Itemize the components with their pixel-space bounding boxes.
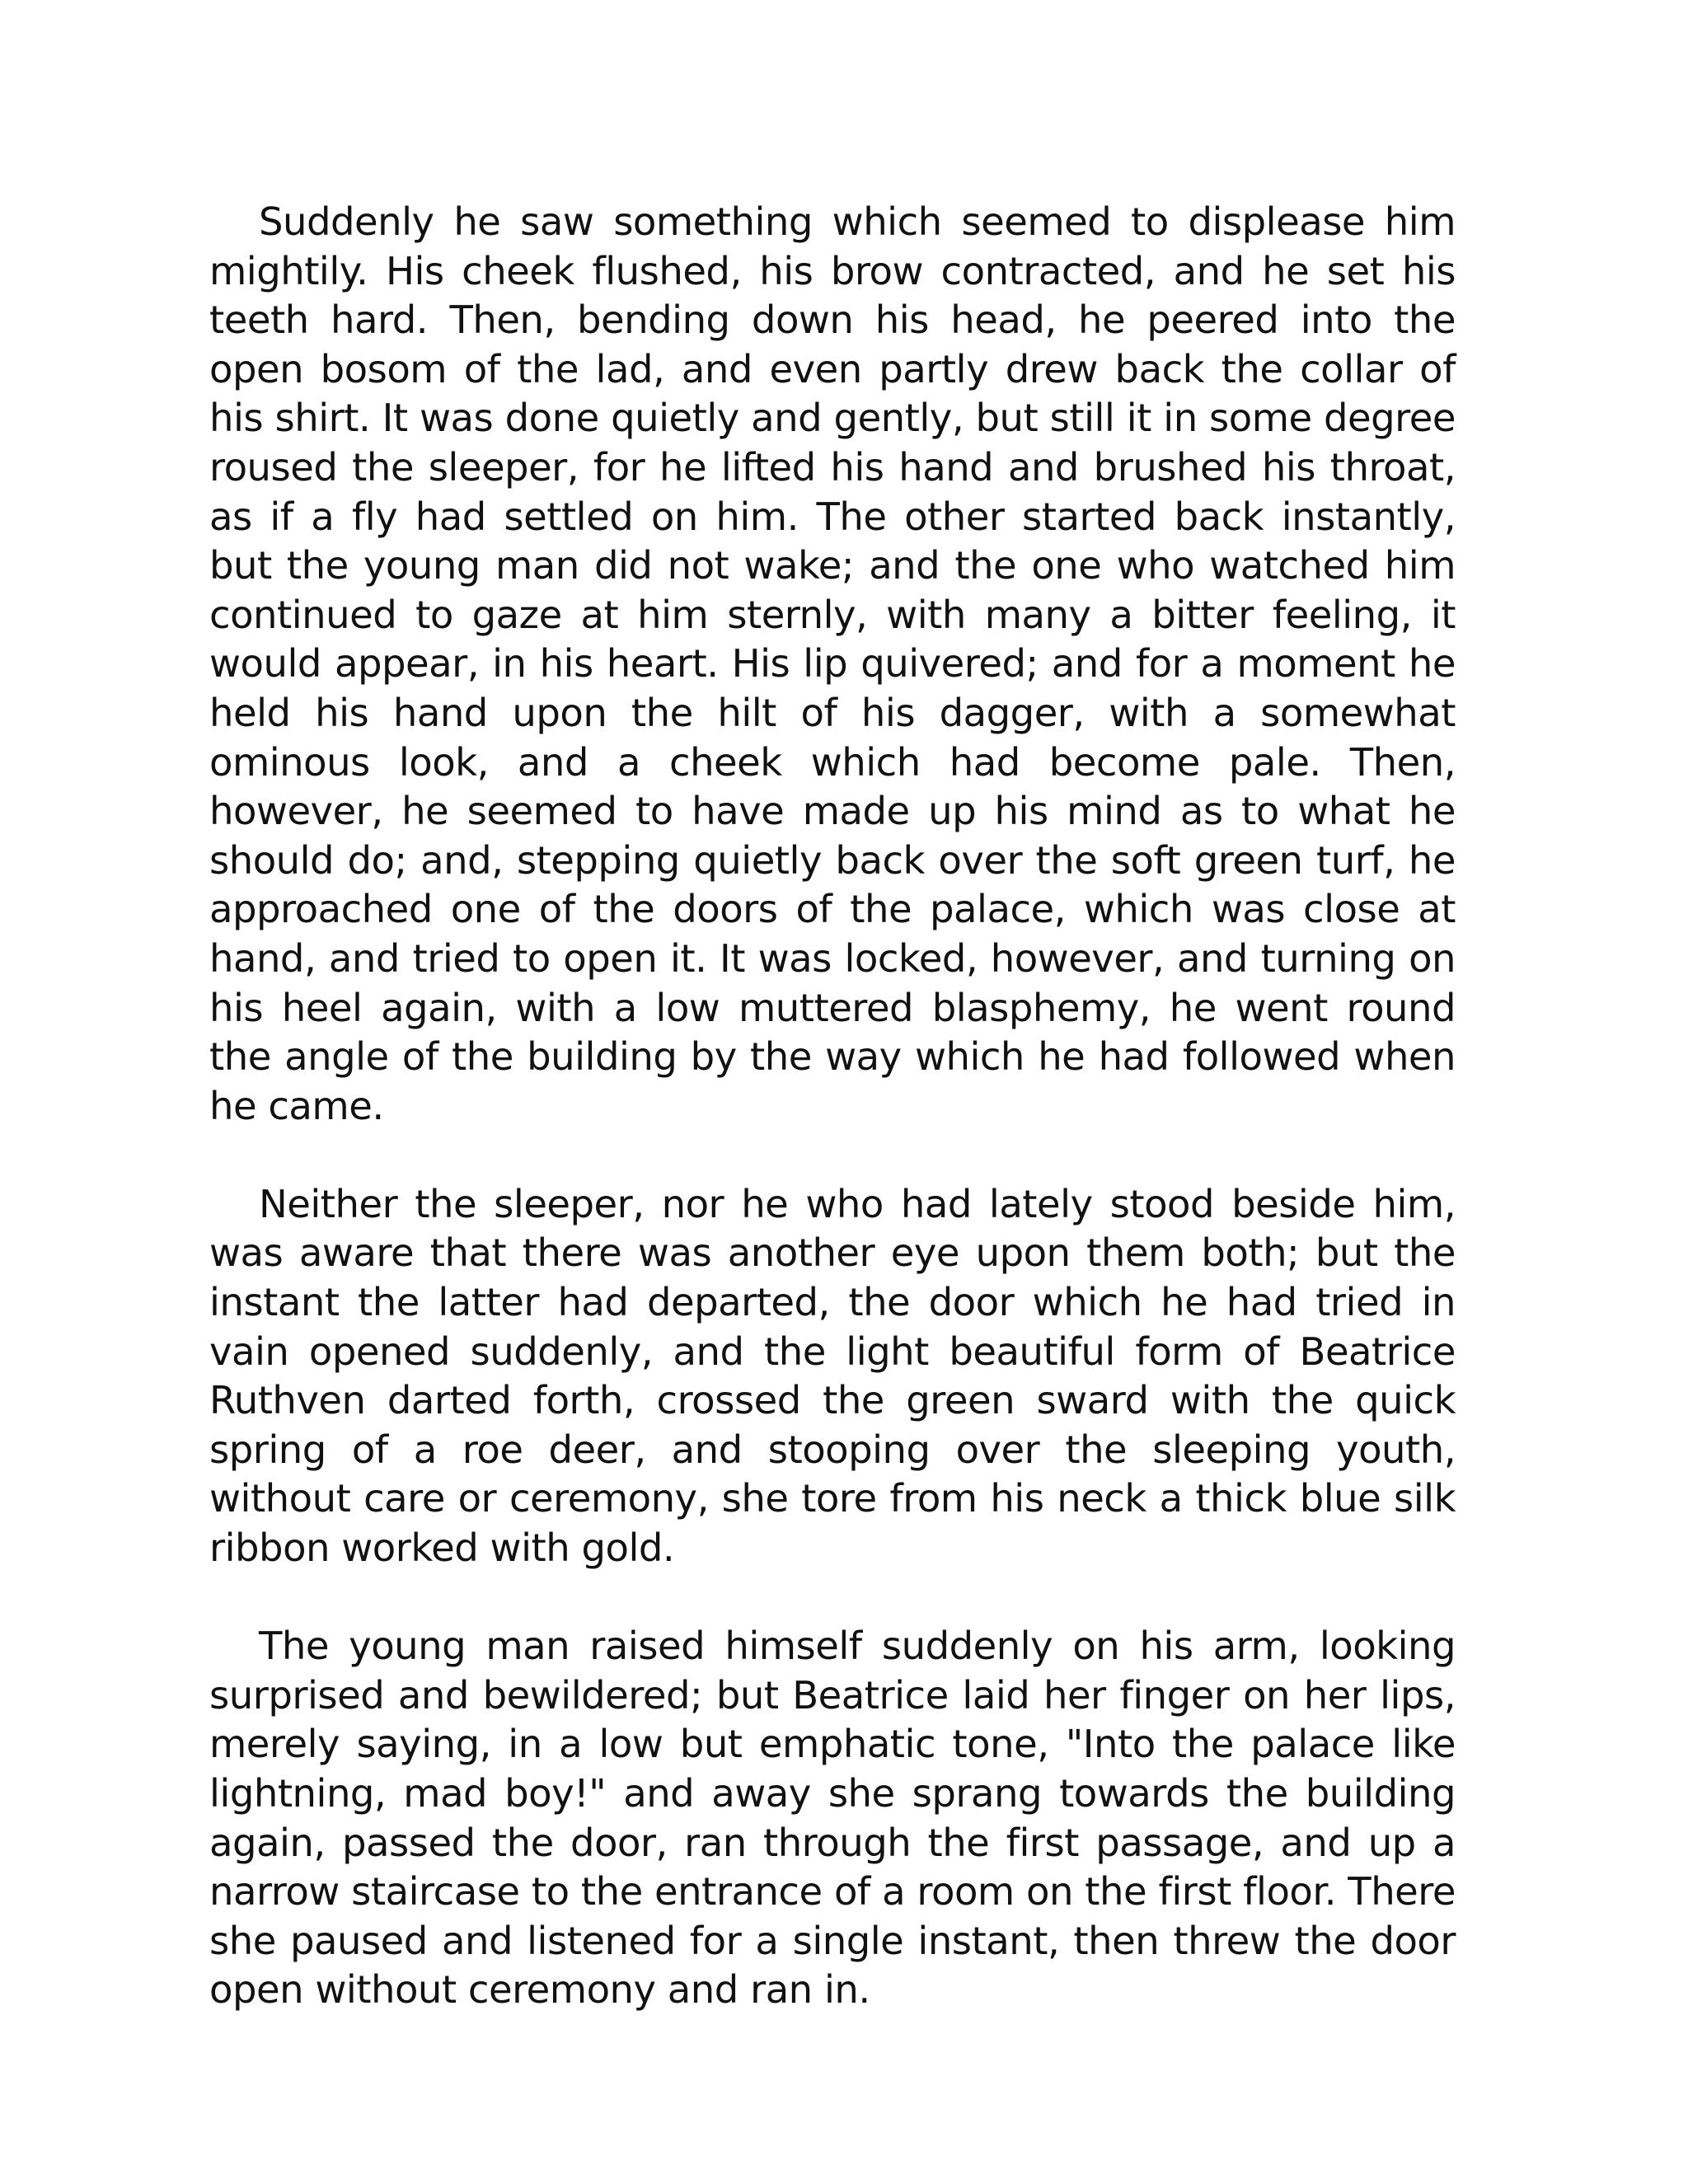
paragraph-3: The young man raised himself suddenly on his arm, looking surprised and bewildered; but Beatrice laid her finger on her lips, merely saying, in a low but emphatic tone, "Into the palace like lightning, mad boy!" and away she sprang towards the building again, passed the door, ran through the first passage, and up a narrow staircase to the entrance of a room on the first floor. There she paused and listened for a single instant, then threw the door open without ceremony and ran in. (209, 1624, 1456, 2013)
page-body (209, 198, 1456, 2015)
paragraph-1: Suddenly he saw something which seemed to displease him mightily. His cheek flushed, his brow contracted, and he set his teeth hard. Then, bending down his head, he peered into the open bosom of the lad, and even partly drew back the collar of his shirt. It was done quietly and gently, but still it in some degree roused the sleeper, for he lifted his hand and brushed his throat, as if a fly had settled on him. The other started back instantly, but the young man did not wake; and the one who watched him continued to gaze at him sternly, with many a bitter feeling, it would appear, in his heart. His lip quivered; and for a moment he held his hand upon the hilt of his dagger, with a somewhat ominous look, and a cheek which had become pale. Then, however, he seemed to have made up his mind as to what he should do; and, stepping quietly back over the soft green turf, he approached one of the doors of the palace, which was close at hand, and tried to open it. It was locked, however, and turning on his heel again, with a low muttered blasphemy, he went round the angle of the building by the way which he had followed when he came. (209, 199, 1456, 1128)
paragraph-2: Neither the sleeper, nor he who had lately stood beside him, was aware that there was another eye upon them both; but the instant the latter had departed, the door which he had tried in vain opened suddenly, and the light beautiful form of Beatrice Ruthven darted forth, crossed the green sward with the quick spring of a roe deer, and stooping over the sleeping youth, without care or ceremony, she tore from his neck a thick blue silk ribbon worked with gold. (209, 1181, 1456, 1571)
